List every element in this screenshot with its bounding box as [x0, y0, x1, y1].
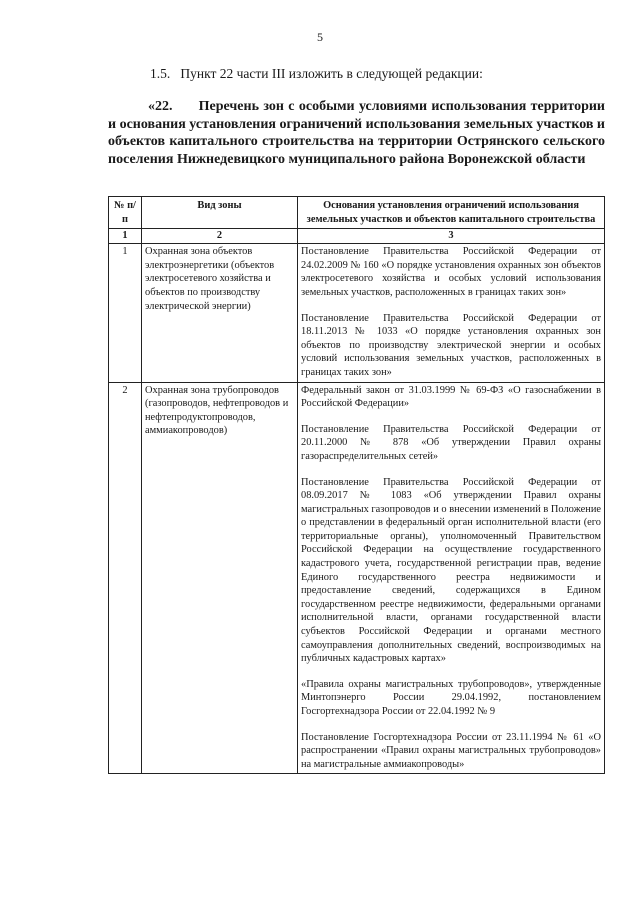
heading-number: «22. [148, 99, 173, 114]
legal-document: Постановление Правительства Российской Федерации от 18.11.2013 № 1033 «О порядке установления охранных зон объектов по производству электрической энергии и особых условий использования земельных участков, расположенных в границах таких зон» [301, 312, 601, 378]
legal-document: Постановление Госгортехнадзора России от 23.11.1994 № 61 «О распространении «Правил охраны магистральных трубопроводов» на магистральные аммиакопроводы» [301, 731, 601, 770]
legal-document: «Правила охраны магистральных трубопроводов», утвержденные Минтопэнерго России 29.04.1992, постановлением Госгортехнадзора России от 22.04.1992 № 9 [301, 678, 601, 717]
zones-table [108, 196, 605, 774]
section-heading [108, 98, 605, 168]
grounds-cell [298, 244, 605, 382]
table-index-row [109, 229, 605, 244]
index-cell: 1 [109, 229, 142, 244]
header-grounds: Основания установления ограничений использования земельных участков и объектов капитального строительства [298, 197, 605, 229]
grounds-cell [298, 382, 605, 774]
legal-document: Постановление Правительства Российской Федерации от 20.11.2000 № 878 «Об утверждении Правил охраны газораспределительных сетей» [301, 423, 601, 462]
header-number: № п/п [109, 197, 142, 229]
header-zone-type: Вид зоны [142, 197, 298, 229]
table-header-row [109, 197, 605, 229]
heading-text: Перечень зон с особыми условиями использования территории и основания установления ограничений использования земельных участков и объектов капитального строительства на территории Острянского сельского поселения Нижнедевицкого муниципального района Воронежской области [108, 99, 605, 167]
legal-document: Федеральный закон от 31.03.1999 № 69-ФЗ «О газоснабжении в Российской Федерации» [301, 384, 601, 410]
table-row [109, 382, 605, 774]
row-number: 2 [109, 382, 142, 774]
legal-document: Постановление Правительства Российской Федерации от 08.09.2017 № 1083 «Об утверждении Правил охраны магистральных газопроводов и о внесении изменений в Положение о представлении в федеральный орган исполнительной власти (его территориальные органы), уполномоченный Правительством Российской Федерации на осуществление государственного кадастрового учета, государственной регистрации прав, ведение Единого государственного реестра недвижимости и предоставление сведений, содержащихся в Едином государственном реестре недвижимости, федеральными органами исполнительной власти, органами государственной власти субъектов Российской Федерации и органами местного самоуправления дополнительных сведений, воспроизводимых на публичных кадастровых картах» [301, 476, 601, 665]
row-number: 1 [109, 244, 142, 382]
page-number: 5 [317, 30, 323, 44]
zone-type-cell: Охранная зона трубопроводов (газопроводов, нефтепроводов и нефтепродуктопроводов, аммиакопроводов) [142, 382, 298, 774]
table-row [109, 244, 605, 382]
index-cell: 2 [142, 229, 298, 244]
index-cell: 3 [298, 229, 605, 244]
paragraph-1-5: 1.5. Пункт 22 части III изложить в следующей редакции: [150, 66, 483, 81]
legal-document: Постановление Правительства Российской Федерации от 24.02.2009 № 160 «О порядке установления охранных зон объектов электросетевого хозяйства и особых условий использования земельных участков, расположенных в границах таких зон» [301, 246, 601, 298]
zone-type-cell: Охранная зона объектов электроэнергетики (объектов электросетевого хозяйства и объектов по производству электрической энергии) [142, 244, 298, 382]
